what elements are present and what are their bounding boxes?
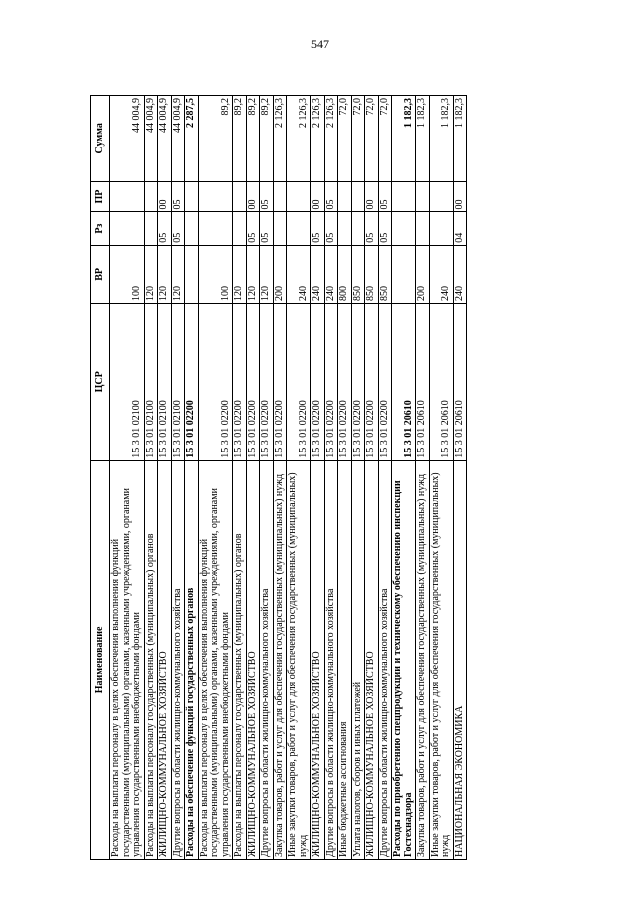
cell-csr: 15 3 01 02100 <box>110 303 145 460</box>
cell-vr: 240 <box>311 245 325 303</box>
cell-rz <box>287 212 311 245</box>
cell-csr: 15 3 01 02200 <box>351 303 365 460</box>
cell-rz: 05 <box>260 212 274 245</box>
cell-name: Расходы на выплаты персоналу в целях обеспечения выполнения функций государственными (муниципальными) органами, казенными учреждениями, органами управления государственными внебюджетными фондами <box>198 460 233 859</box>
cell-name: Закупка товаров, работ и услуг для обеспечения государственных (муниципальных) нужд <box>273 460 287 859</box>
cell-rz: 04 <box>453 212 467 245</box>
table-row <box>311 96 325 860</box>
cell-pr <box>273 181 287 212</box>
cell-sum: 89,2 <box>246 96 260 182</box>
cell-rz: 05 <box>378 212 392 245</box>
cell-csr: 15 3 01 02100 <box>158 303 172 460</box>
cell-vr: 240 <box>429 245 453 303</box>
cell-pr <box>144 181 158 212</box>
cell-name: ЖИЛИЩНО-КОММУНАЛЬНОЕ ХОЗЯЙСТВО <box>246 460 260 859</box>
cell-pr <box>416 181 430 212</box>
cell-sum: 1 182,3 <box>416 96 430 182</box>
header-name: Наименование <box>91 460 110 859</box>
table-row <box>351 96 365 860</box>
cell-vr <box>392 245 416 303</box>
cell-name: НАЦИОНАЛЬНАЯ ЭКОНОМИКА <box>453 460 467 859</box>
cell-rz: 05 <box>324 212 338 245</box>
cell-rz <box>273 212 287 245</box>
cell-name: Закупка товаров, работ и услуг для обеспечения государственных (муниципальных) нужд <box>416 460 430 859</box>
cell-rz <box>351 212 365 245</box>
cell-sum: 1 182,3 <box>392 96 416 182</box>
cell-csr: 15 3 01 02200 <box>273 303 287 460</box>
cell-pr <box>185 181 199 212</box>
cell-pr <box>392 181 416 212</box>
table-row <box>392 96 416 860</box>
table-row <box>233 96 247 860</box>
table-row <box>158 96 172 860</box>
cell-name: Уплата налогов, сборов и иных платежей <box>351 460 365 859</box>
cell-rz: 05 <box>246 212 260 245</box>
header-vr: ВР <box>91 245 110 303</box>
table-row <box>324 96 338 860</box>
cell-pr <box>233 181 247 212</box>
cell-csr: 15 3 01 20610 <box>429 303 453 460</box>
cell-name: Расходы на обеспечение функций государственных органов <box>185 460 199 859</box>
cell-name: ЖИЛИЩНО-КОММУНАЛЬНОЕ ХОЗЯЙСТВО <box>365 460 379 859</box>
cell-vr: 200 <box>273 245 287 303</box>
rotated-page-content <box>90 95 546 860</box>
cell-pr <box>287 181 311 212</box>
cell-sum: 89,2 <box>198 96 233 182</box>
cell-pr: 05 <box>260 181 274 212</box>
table-body <box>110 96 467 860</box>
table-row <box>365 96 379 860</box>
cell-vr: 240 <box>287 245 311 303</box>
cell-csr: 15 3 01 02100 <box>171 303 185 460</box>
cell-name: Расходы на выплаты персоналу в целях обеспечения выполнения функций государственными (муниципальными) органами, казенными учреждениями, органами управления государственными внебюджетными фондами <box>110 460 145 859</box>
cell-sum: 44 004,9 <box>171 96 185 182</box>
cell-pr: 00 <box>246 181 260 212</box>
table-row <box>378 96 392 860</box>
table-row <box>110 96 145 860</box>
cell-name: Другие вопросы в области жилищно-коммунального хозяйства <box>260 460 274 859</box>
cell-csr: 15 3 01 20610 <box>392 303 416 460</box>
cell-rz <box>392 212 416 245</box>
cell-csr: 15 3 01 02100 <box>144 303 158 460</box>
cell-csr: 15 3 01 02200 <box>365 303 379 460</box>
cell-vr: 120 <box>233 245 247 303</box>
cell-vr: 100 <box>110 245 145 303</box>
cell-vr: 120 <box>260 245 274 303</box>
cell-name: Другие вопросы в области жилищно-коммунального хозяйства <box>378 460 392 859</box>
cell-vr <box>185 245 199 303</box>
cell-vr: 800 <box>338 245 352 303</box>
cell-vr: 850 <box>351 245 365 303</box>
cell-sum: 44 004,9 <box>144 96 158 182</box>
header-pr: ПР <box>91 181 110 212</box>
cell-csr: 15 3 01 02200 <box>233 303 247 460</box>
budget-table <box>90 95 467 860</box>
table-row <box>453 96 467 860</box>
cell-csr: 15 3 01 02200 <box>287 303 311 460</box>
cell-pr <box>429 181 453 212</box>
cell-rz: 05 <box>311 212 325 245</box>
cell-name: ЖИЛИЩНО-КОММУНАЛЬНОЕ ХОЗЯЙСТВО <box>311 460 325 859</box>
cell-pr: 00 <box>365 181 379 212</box>
cell-pr <box>110 181 145 212</box>
cell-rz <box>416 212 430 245</box>
cell-name: Расходы на выплаты персоналу государственных (муниципальных) органов <box>233 460 247 859</box>
table-row <box>287 96 311 860</box>
cell-rz <box>110 212 145 245</box>
cell-vr: 850 <box>365 245 379 303</box>
cell-sum: 72,0 <box>351 96 365 182</box>
page-number: 547 <box>311 37 329 51</box>
header-sum: Сумма <box>91 96 110 182</box>
table-row <box>246 96 260 860</box>
cell-csr: 15 3 01 20610 <box>416 303 430 460</box>
cell-vr: 850 <box>378 245 392 303</box>
cell-sum: 2 287,5 <box>185 96 199 182</box>
cell-pr <box>351 181 365 212</box>
cell-name: Иные закупки товаров, работ и услуг для обеспечения государственных (муниципальных) нужд <box>287 460 311 859</box>
cell-pr: 05 <box>378 181 392 212</box>
table-row <box>416 96 430 860</box>
cell-csr: 15 3 01 02200 <box>311 303 325 460</box>
table-row <box>198 96 233 860</box>
cell-vr: 120 <box>246 245 260 303</box>
cell-rz <box>338 212 352 245</box>
table-row <box>273 96 287 860</box>
cell-rz <box>185 212 199 245</box>
table-row <box>429 96 453 860</box>
cell-pr <box>198 181 233 212</box>
cell-sum: 72,0 <box>365 96 379 182</box>
cell-sum: 44 004,9 <box>110 96 145 182</box>
cell-vr: 120 <box>171 245 185 303</box>
table-header-row <box>91 96 110 860</box>
cell-sum: 89,2 <box>233 96 247 182</box>
cell-name: Расходы по приобретению спецпродукции и техническому обеспечению инспекции Гостехнадзора <box>392 460 416 859</box>
cell-sum: 1 182,3 <box>453 96 467 182</box>
cell-csr: 15 3 01 02200 <box>198 303 233 460</box>
cell-sum: 89,2 <box>260 96 274 182</box>
cell-sum: 2 126,3 <box>273 96 287 182</box>
cell-vr: 200 <box>416 245 430 303</box>
cell-rz: 05 <box>171 212 185 245</box>
cell-rz <box>144 212 158 245</box>
header-csr: ЦСР <box>91 303 110 460</box>
cell-name: Другие вопросы в области жилищно-коммунального хозяйства <box>171 460 185 859</box>
cell-csr: 15 3 01 02200 <box>185 303 199 460</box>
cell-pr: 00 <box>311 181 325 212</box>
cell-sum: 72,0 <box>338 96 352 182</box>
cell-csr: 15 3 01 02200 <box>246 303 260 460</box>
cell-rz: 05 <box>365 212 379 245</box>
cell-pr: 00 <box>453 181 467 212</box>
cell-sum: 2 126,3 <box>324 96 338 182</box>
table-row <box>338 96 352 860</box>
cell-rz <box>198 212 233 245</box>
cell-vr: 240 <box>453 245 467 303</box>
cell-csr: 15 3 01 02200 <box>324 303 338 460</box>
cell-sum: 2 126,3 <box>311 96 325 182</box>
table-row <box>260 96 274 860</box>
cell-vr: 100 <box>198 245 233 303</box>
cell-vr: 120 <box>144 245 158 303</box>
cell-name: Другие вопросы в области жилищно-коммунального хозяйства <box>324 460 338 859</box>
cell-name: Иные закупки товаров, работ и услуг для обеспечения государственных (муниципальных) нужд <box>429 460 453 859</box>
cell-csr: 15 3 01 02200 <box>338 303 352 460</box>
cell-name: Расходы на выплаты персоналу государственных (муниципальных) органов <box>144 460 158 859</box>
cell-rz <box>233 212 247 245</box>
cell-pr: 00 <box>158 181 172 212</box>
cell-name: ЖИЛИЩНО-КОММУНАЛЬНОЕ ХОЗЯЙСТВО <box>158 460 172 859</box>
cell-sum: 44 004,9 <box>158 96 172 182</box>
cell-name: Иные бюджетные ассигнования <box>338 460 352 859</box>
cell-sum: 2 126,3 <box>287 96 311 182</box>
cell-pr: 05 <box>171 181 185 212</box>
table-row <box>144 96 158 860</box>
cell-vr: 120 <box>158 245 172 303</box>
cell-pr: 05 <box>324 181 338 212</box>
cell-csr: 15 3 01 02200 <box>378 303 392 460</box>
cell-vr: 240 <box>324 245 338 303</box>
header-rz: Рз <box>91 212 110 245</box>
table-row <box>185 96 199 860</box>
cell-csr: 15 3 01 02200 <box>260 303 274 460</box>
cell-rz <box>429 212 453 245</box>
cell-sum: 1 182,3 <box>429 96 453 182</box>
table-row <box>171 96 185 860</box>
cell-csr: 15 3 01 20610 <box>453 303 467 460</box>
cell-rz: 05 <box>158 212 172 245</box>
cell-pr <box>338 181 352 212</box>
cell-sum: 72,0 <box>378 96 392 182</box>
